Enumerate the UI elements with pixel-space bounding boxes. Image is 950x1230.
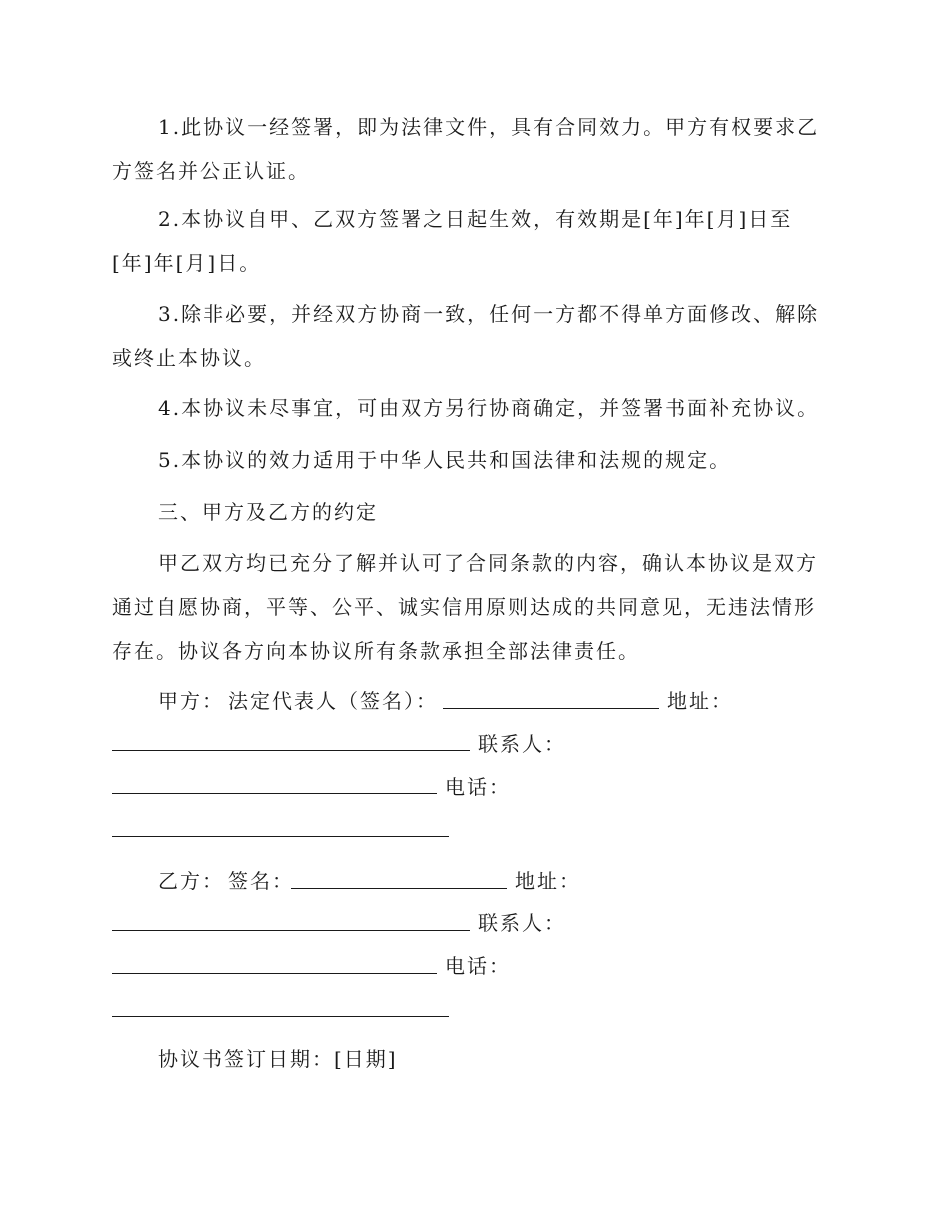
party-b-phone-label: 电话： [445, 954, 511, 978]
party-a-address-field[interactable] [112, 750, 470, 751]
party-a-contact-label: 联系人： [478, 732, 566, 756]
clause-3: 3.除非必要，并经双方协商一致，任何一方都不得单方面修改、解除或终止本协议。 [112, 302, 820, 370]
party-b-label: 乙方： [158, 869, 224, 893]
party-a-address-label: 地址： [667, 689, 733, 713]
party-b-sign-label: 签名： [228, 869, 294, 893]
party-b-address-label: 地址： [515, 869, 581, 893]
party-a-phone-label: 电话： [445, 775, 511, 799]
clause-2: 2.本协议自甲、乙双方签署之日起生效，有效期是[年]年[月]日至[年]年[月]日。 [112, 207, 793, 275]
party-b-address-field[interactable] [112, 930, 470, 931]
party-b-phone-field[interactable] [112, 1016, 449, 1017]
party-b-sign-field[interactable] [291, 888, 507, 889]
party-b-contact-label: 联系人： [478, 911, 566, 935]
signing-date: 协议书签订日期：[日期] [158, 1047, 398, 1071]
clause-4: 4.本协议未尽事宜，可由双方另行协商确定，并签署书面补充协议。 [158, 396, 820, 420]
party-a-label: 甲方： [158, 689, 224, 713]
section-heading: 三、甲方及乙方的约定 [158, 500, 378, 524]
party-a-sign-field[interactable] [443, 708, 659, 709]
party-a-phone-field[interactable] [112, 836, 449, 837]
section-body: 甲乙双方均已充分了解并认可了合同条款的内容，确认本协议是双方通过自愿协商，平等、公平、诚实信用原则达成的共同意见，无违法情形存在。协议各方向本协议所有条款承担全部法律责任。 [112, 551, 818, 663]
party-a-contact-field[interactable] [112, 793, 437, 794]
clause-1: 1.此协议一经签署，即为法律文件，具有合同效力。甲方有权要求乙方签名并公正认证。 [112, 115, 820, 183]
party-a-sign-label: 法定代表人（签名）： [228, 689, 438, 713]
clause-5: 5.本协议的效力适用于中华人民共和国法律和法规的规定。 [158, 448, 732, 472]
party-b-contact-field[interactable] [112, 973, 437, 974]
